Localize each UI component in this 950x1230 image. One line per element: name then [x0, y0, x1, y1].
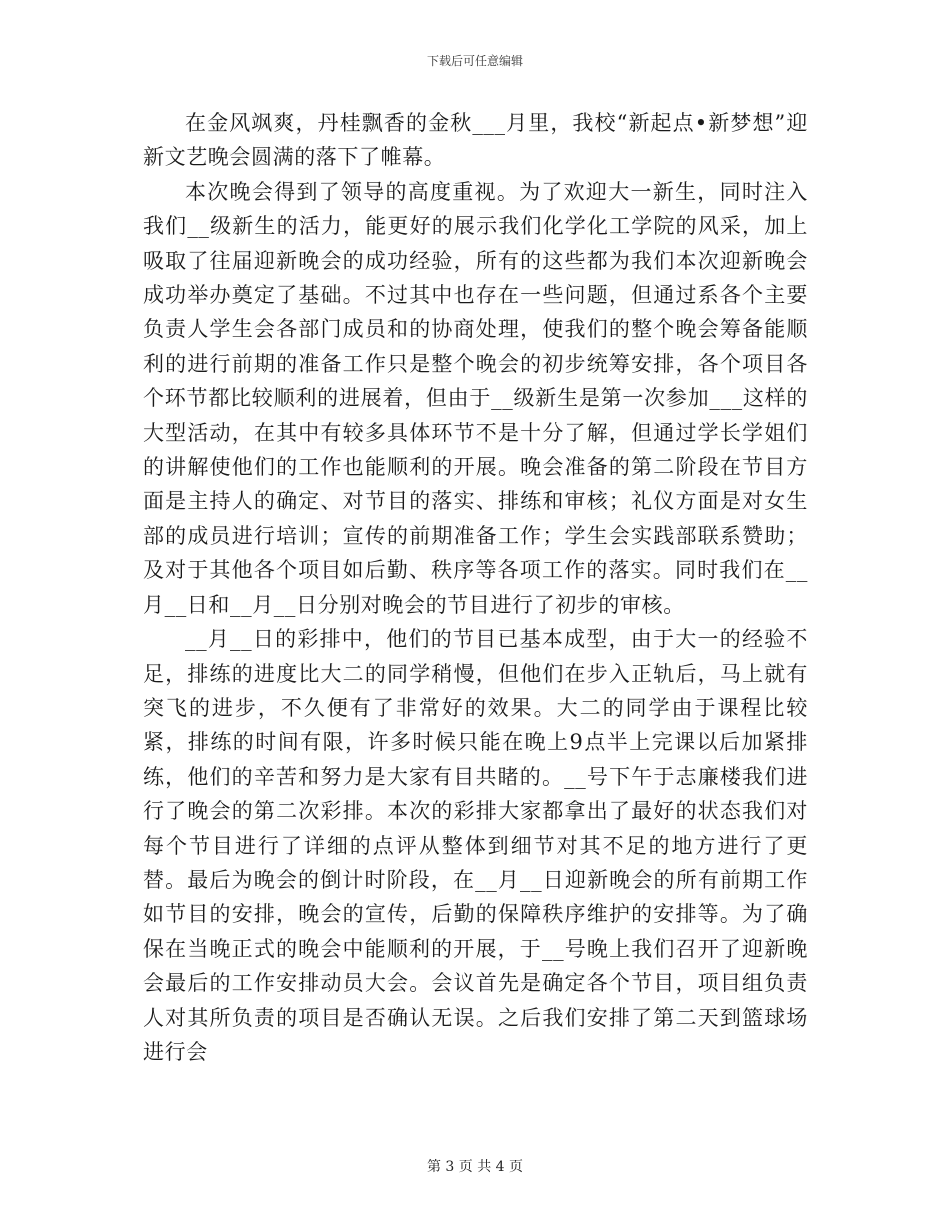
- document-body: [143, 106, 808, 1069]
- page-header: 下载后可任意编辑: [426, 54, 523, 68]
- page-number-footer: 第 3 页 共 4 页: [426, 1159, 524, 1175]
- paragraph-3: __月__日的彩排中，他们的节目已基本成型，由于大一的经验不足，排练的进度比大二的同学稍慢，但他们在步入正轨后，马上就有突飞的进步，不久便有了非常好的效果。大二的同学由于课程比较紧，排练的时间有限，许多时候只能在晚上9点半上完课以后加紧排练，他们的辛苦和努力是大家有目共睹的。__号下午于志廉楼我们进行了晚会的第二次彩排。本次的彩排大家都拿出了最好的状态我们对每个节目进行了详细的点评从整体到细节对其不足的地方进行了更替。最后为晚会的倒计时阶段，在__月__日迎新晚会的所有前期工作如节目的安排，晚会的宣传，后勤的保障秩序维护的安排等。为了确保在当晚正式的晚会中能顺利的开展，于__号晚上我们召开了迎新晚会最后的工作安排动员大会。会议首先是确定各个节目，项目组负责人对其所负责的项目是否确认无误。之后我们安排了第二天到篮球场进行会: [143, 627, 808, 1064]
- paragraph-1: 在金风飒爽，丹桂飘香的金秋___月里，我校“新起点•新梦想”迎新文艺晚会圆满的落下了帷幕。: [143, 111, 808, 170]
- paragraph-2: 本次晚会得到了领导的高度重视。为了欢迎大一新生，同时注入我们__级新生的活力，能更好的展示我们化学化工学院的风采，加上吸取了往届迎新晚会的成功经验，所有的这些都为我们本次迎新晚会成功举办奠定了基础。不过其中也存在一些问题，但通过系各个主要负责人学生会各部门成员和的协商处理，使我们的整个晚会筹备能顺利的进行前期的准备工作只是整个晚会的初步统筹安排，各个项目各个环节都比较顺利的进展着，但由于__级新生是第一次参加___这样的大型活动，在其中有较多具体环节不是十分了解，但通过学长学姐们的讲解使他们的工作也能顺利的开展。晚会准备的第二阶段在节目方面是主持人的确定、对节目的落实、排练和审核；礼仪方面是对女生部的成员进行培训；宣传的前期准备工作；学生会实践部联系赞助；及对于其他各个项目如后勤、秩序等各项工作的落实。同时我们在__月__日和__月__日分别对晚会的节目进行了初步的审核。: [143, 179, 808, 617]
